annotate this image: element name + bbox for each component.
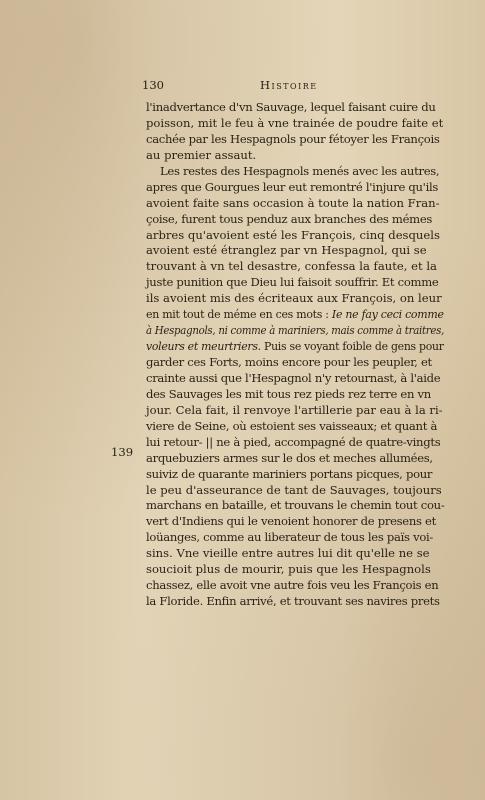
text-line: l'inadvertance d'vn Sauvage, lequel faisant cuire du — [146, 100, 436, 114]
text-line: poisson, mit le feu à vne trainée de poudre faite et — [146, 115, 444, 130]
text-line: arbres qu'avoient esté les François, cinq desquels — [146, 227, 440, 242]
text-line: avoient faite sans occasion à toute la nation Fran- — [146, 195, 440, 210]
margin-page-reference: 139 — [111, 445, 134, 459]
text-line: lui retour- || ne à pied, accompagné de quatre-vingts — [146, 434, 441, 449]
text-line: avoient esté étranglez par vn Hespagnol, qui se — [146, 243, 427, 258]
text-line: le peu d'asseurance de tant de Sauvages, toujours — [146, 482, 442, 497]
page-number: 130 — [142, 78, 164, 92]
text-line: garder ces Forts, moins encore pour les peupler, et — [146, 355, 432, 369]
text-line: marchans en bataille, et trouvans le chemin tout cou- — [146, 498, 445, 513]
text-line: çoise, furent tous penduz aux branches des mémes — [146, 211, 433, 226]
text-line: en mit tout de méme en ces mots : Ie ne fay ceci comme — [146, 307, 444, 322]
text-line: sins. Vne vieille entre autres lui dit qu'elle ne se — [146, 546, 430, 561]
text-line: viere de Seine, où estoient ses vaisseaux; et quant à — [146, 418, 438, 433]
text-line: chassez, elle avoit vne autre fois veu les François en — [146, 578, 439, 593]
text-line: à Hespagnols, ni comme à mariniers, mais comme à traitres, — [146, 323, 445, 338]
text-line: Les restes des Hespagnols menés avec les autres, — [160, 163, 440, 178]
text-line: juste punition que Dieu lui faisoit souffrir. Et comme — [146, 275, 439, 290]
text-line: trouvant à vn tel desastre, confessa la faute, et la — [146, 259, 437, 274]
text-line: soucioit plus de mourir, puis que les Hespagnols — [146, 562, 431, 577]
text-line: jour. Cela fait, il renvoye l'artillerie par eau à la ri- — [146, 402, 443, 417]
text-line: apres que Gourgues leur eut remontré l'injure qu'ils — [146, 179, 439, 194]
text-line: des Sauvages les mit tous rez pieds rez terre en vn — [146, 386, 431, 401]
text-line: cachée par les Hespagnols pour fétoyer les François — [146, 131, 440, 146]
text-line: vert d'Indiens qui le venoient honorer de presens et — [146, 514, 436, 529]
text-line: voleurs et meurtriers. Puis se voyant foible de gens pour — [146, 339, 444, 354]
text-line: suiviz de quarante mariniers portans picques, pour — [146, 466, 433, 481]
text-line: arquebuziers armes sur le dos et meches allumées, — [146, 450, 433, 465]
text-line: au premier assaut. — [146, 147, 257, 162]
text-line: loüanges, comme au liberateur de tous les païs voi- — [146, 530, 434, 545]
text-line: ils avoient mis des écriteaux aux François, on leur — [146, 291, 442, 306]
body-text — [146, 100, 444, 610]
text-line: la Floride. Enfin arrivé, et trouvant ses navires prets — [146, 594, 440, 609]
text-line: crainte aussi que l'Hespagnol n'y retournast, à l'aide — [146, 370, 441, 385]
running-head — [142, 77, 444, 93]
header-title: Histoire — [260, 78, 318, 92]
